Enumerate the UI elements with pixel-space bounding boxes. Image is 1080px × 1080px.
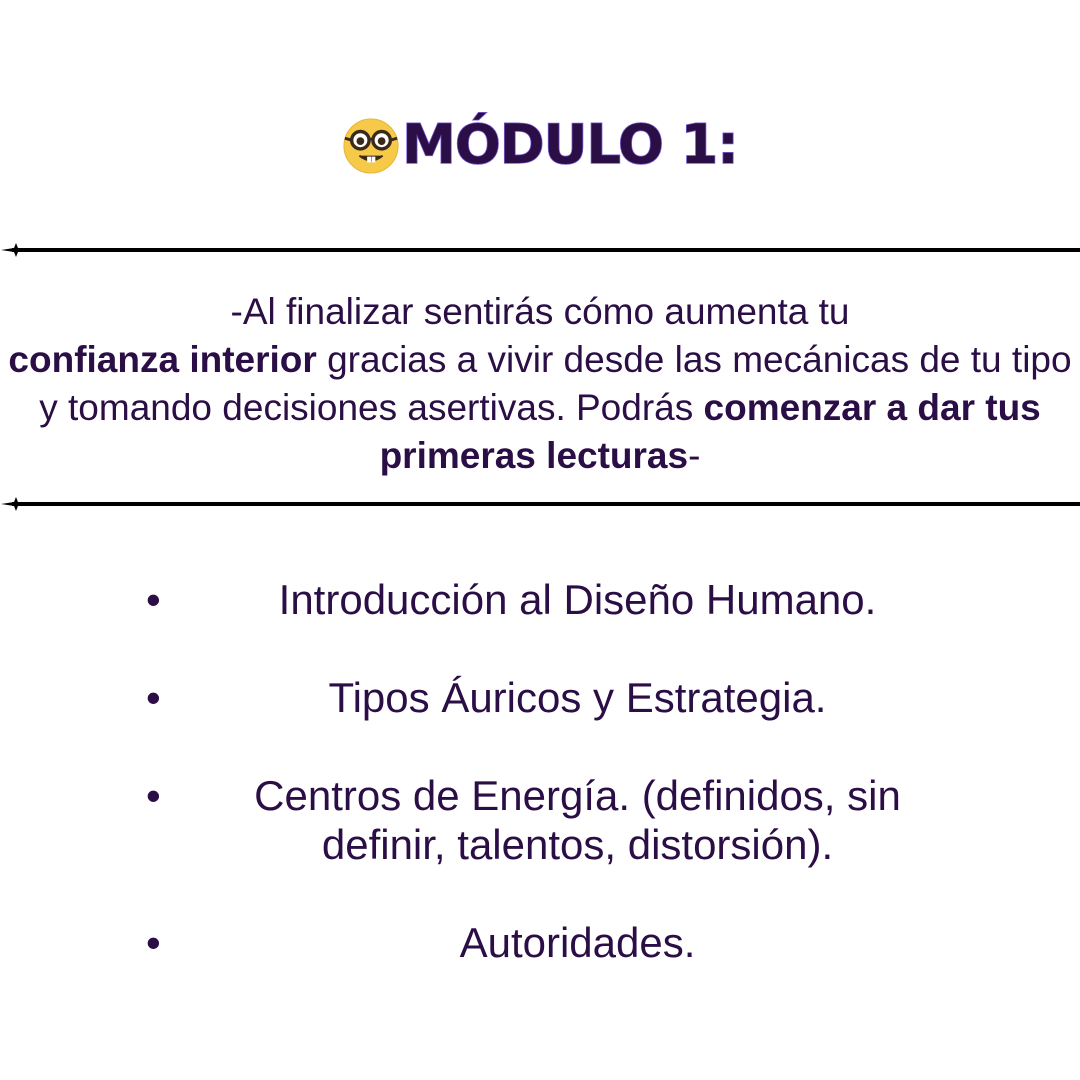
- topic-text: Autoridades.: [459, 919, 696, 966]
- topic-list: [0, 575, 1080, 967]
- topic-text: Introducción al Diseño Humano.: [278, 576, 877, 623]
- bullet: •: [146, 576, 161, 623]
- list-item: [0, 673, 1080, 771]
- topic-text: Centros de Energía. (definidos, sin definir, talentos, distorsión).: [254, 772, 901, 868]
- list-item: [0, 771, 1080, 918]
- bullet: •: [146, 674, 161, 721]
- divider-bottom: [0, 496, 1080, 512]
- page-title: MÓDULO 1:: [402, 113, 738, 176]
- list-item: [0, 575, 1080, 673]
- topic-text: Tipos Áuricos y Estrategia.: [328, 674, 827, 721]
- intro-bold-1: confianza interior: [8, 339, 317, 380]
- divider-top: [0, 242, 1080, 258]
- intro-paragraph: [0, 288, 1080, 480]
- list-item: [0, 918, 1080, 967]
- nerd-face-icon: [342, 117, 400, 175]
- intro-text-1: -Al finalizar sentirás cómo aumenta tu: [230, 291, 850, 332]
- module-title: [0, 110, 1080, 180]
- bullet: •: [146, 919, 161, 966]
- intro-bold-2: comenzar a dar tus primeras lecturas: [379, 387, 1041, 476]
- intro-text-3: -: [688, 435, 701, 476]
- bullet: •: [146, 772, 161, 819]
- intro-text-2: gracias a vivir desde las mecánicas de tu tipo y tomando decisiones asertivas. Podrás: [39, 339, 1072, 428]
